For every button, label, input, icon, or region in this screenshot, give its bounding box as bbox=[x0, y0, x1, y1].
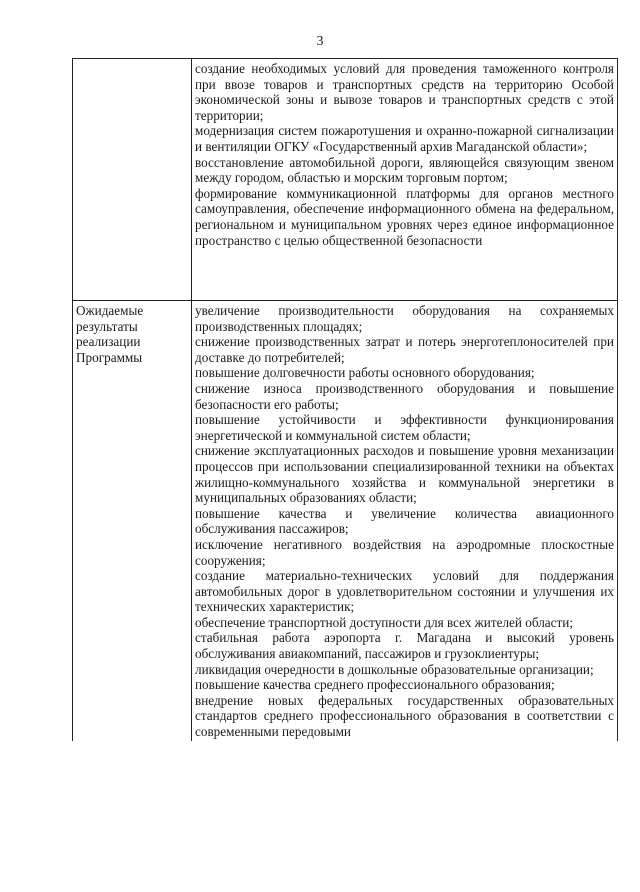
row-label-line: реализации bbox=[76, 334, 141, 350]
list-item: создание материально-технических условий для поддержания автомобильных дорог в удовлетворительном состоянии и улучшения их технических характеристик; bbox=[195, 568, 614, 615]
list-item: ликвидация очередности в дошкольные образовательные организации; bbox=[195, 661, 594, 677]
list-item: увеличение производительности оборудования на сохраняемых производственных площадях; bbox=[195, 303, 614, 334]
list-item: снижение эксплуатационных расходов и повышение уровня механизации процессов при использовании специализированной техники на объектах жилищно-коммунального хозяйства и коммунальной энергетики в муниципальных образованиях области; bbox=[195, 443, 614, 506]
row-content-cell bbox=[192, 59, 618, 301]
list-item: восстановление автомобильной дороги, являющейся связующим звеном между городом, областью и морским торговым портом; bbox=[195, 154, 614, 186]
row-label-line: Ожидаемые bbox=[76, 303, 144, 318]
row-label-cell bbox=[73, 301, 192, 741]
list-item: создание необходимых условий для проведения таможенного контроля при ввозе товаров и транспортных средств на территорию Особой экономической зоны и вывозе товаров и транспортных средств с этой территории; bbox=[195, 61, 614, 123]
row-content-cell bbox=[192, 301, 618, 741]
row-label-line: результаты bbox=[76, 318, 138, 334]
row-label-line: Программы bbox=[76, 349, 143, 365]
list-item: модернизация систем пожаротушения и охранно-пожарной сигнализации и вентиляции ОГКУ «Государственный архив Магаданской области»; bbox=[195, 123, 614, 154]
list-item: формирование коммуникационной платформы для органов местного самоуправления, обеспечение информационного обмена на федеральном, региональном и муниципальном уровнях через единое информационное пространство с целью общественной безопасности bbox=[195, 185, 614, 248]
list-item: исключение негативного воздействия на аэродромные плоскостные сооружения; bbox=[195, 536, 614, 568]
list-item: внедрение новых федеральных государственных образовательных стандартов среднего профессионального образования в соответствии с современными передовыми bbox=[195, 692, 614, 740]
page-number: 3 bbox=[316, 34, 324, 49]
list-item: повышение качества и увеличение количества авиационного обслуживания пассажиров; bbox=[195, 505, 614, 537]
table-row bbox=[73, 301, 618, 741]
program-passport-table bbox=[72, 58, 618, 741]
list-item: повышение долговечности работы основного оборудования; bbox=[195, 365, 535, 381]
list-item: обеспечение транспортной доступности для всех жителей области; bbox=[195, 614, 574, 630]
list-item: снижение производственных затрат и потерь энерготеплоносителей при доставке до потребителей; bbox=[195, 334, 614, 365]
list-item: повышение качества среднего профессионального образования; bbox=[195, 677, 555, 693]
list-item: снижение износа производственного оборудования и повышение безопасности его работы; bbox=[195, 380, 614, 412]
list-item: повышение устойчивости и эффективности функционирования энергетической и коммунальной систем области; bbox=[195, 412, 614, 443]
list-item: стабильная работа аэропорта г. Магадана и высокий уровень обслуживания авиакомпаний, пассажиров и грузоклиентуры; bbox=[195, 630, 614, 662]
table-row bbox=[73, 59, 618, 301]
row-label-cell bbox=[73, 59, 192, 301]
